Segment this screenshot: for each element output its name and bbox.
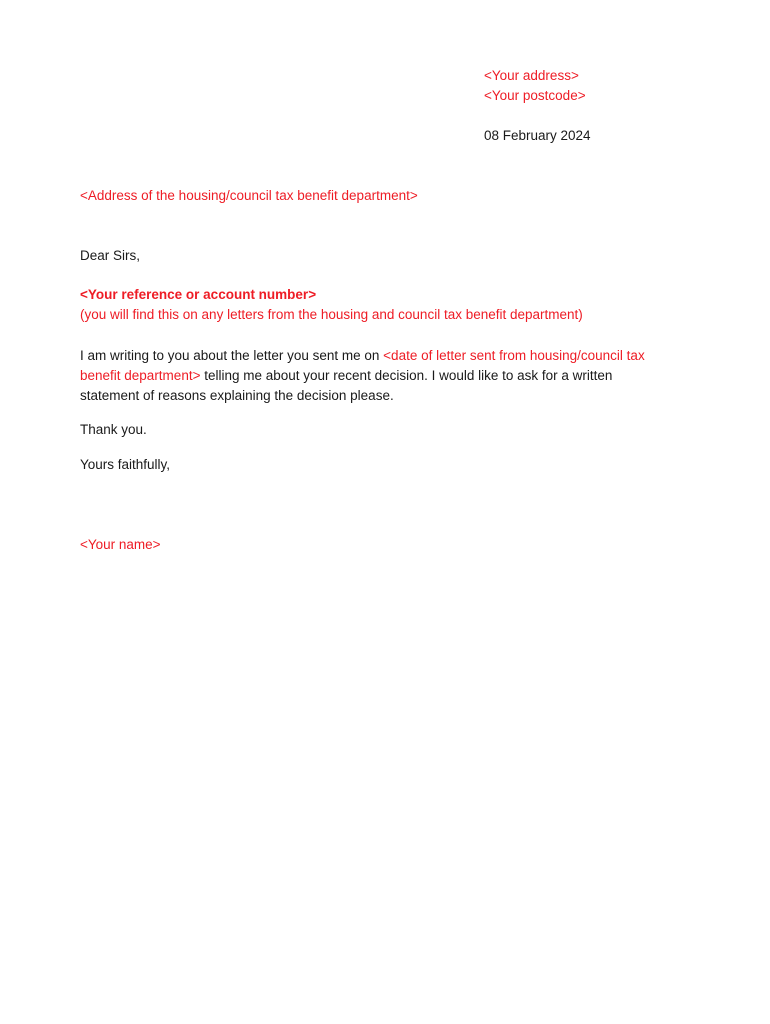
sender-address: <Your address>	[484, 68, 579, 83]
reference-heading: <Your reference or account number>	[80, 287, 317, 302]
sender-block	[484, 66, 591, 146]
recipient-address: <Address of the housing/council tax benefit department>	[80, 188, 418, 203]
salutation: Dear Sirs,	[80, 248, 141, 263]
letter-date: 08 February 2024	[484, 128, 591, 143]
reference-note: (you will find this on any letters from the housing and council tax benefit department)	[80, 307, 583, 322]
body-text-start: I am writing to you about the letter you sent me on	[80, 348, 384, 363]
date-of-letter-placeholder: <date of letter sent from housing/council tax benefit department>	[80, 348, 645, 383]
body-paragraph	[80, 346, 660, 406]
body-text-end: telling me about your recent decision. I would like to ask for a written statement of reasons explaining the decision please.	[80, 368, 613, 403]
signature-name: <Your name>	[80, 537, 161, 552]
closing-line: Yours faithfully,	[80, 457, 171, 472]
sender-postcode: <Your postcode>	[484, 88, 586, 103]
thanks-line: Thank you.	[80, 422, 147, 437]
